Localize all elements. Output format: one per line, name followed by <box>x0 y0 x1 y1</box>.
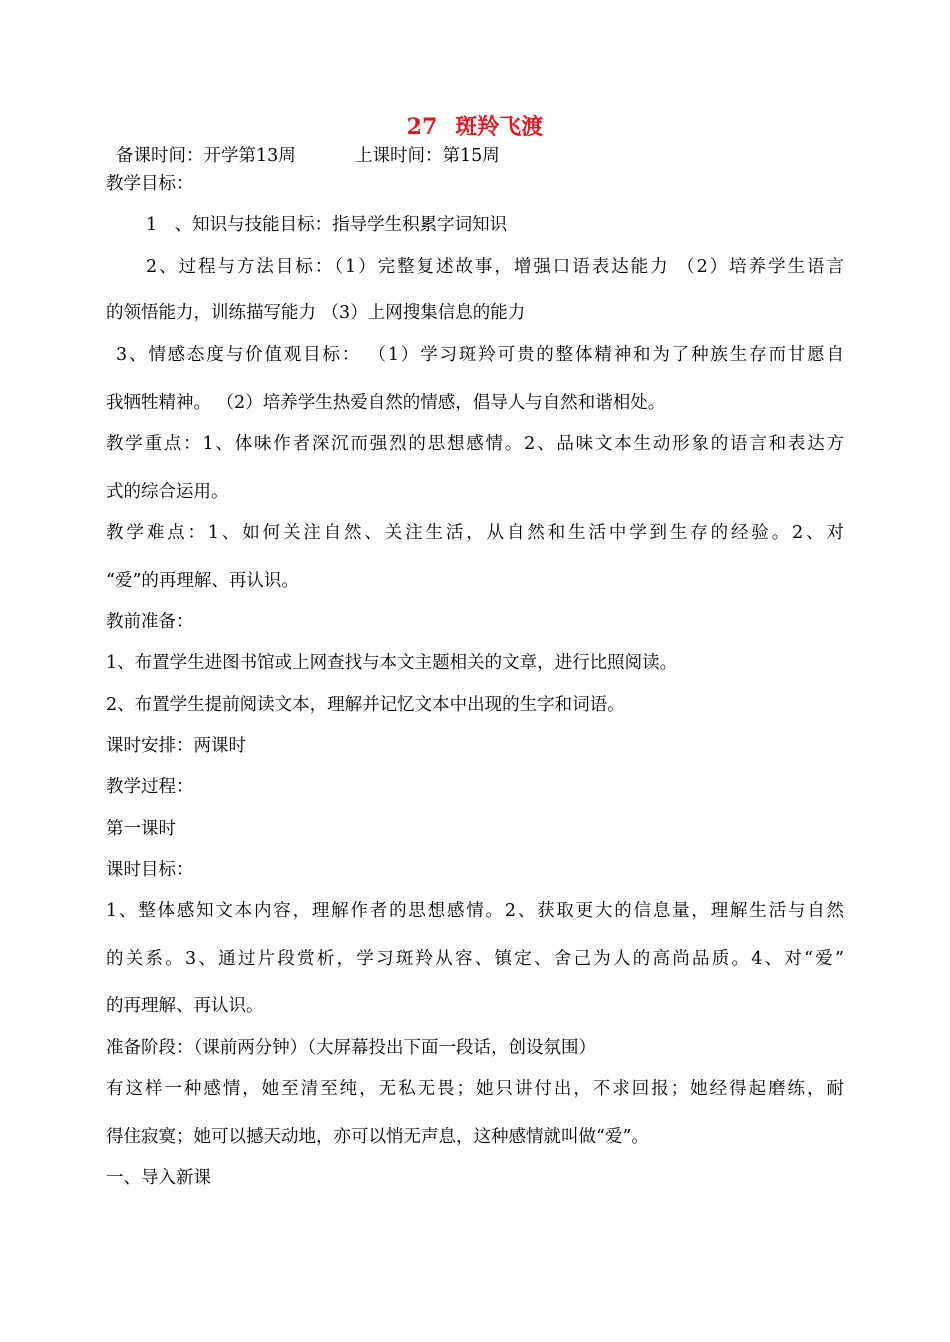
teaching-goals-heading: 教学目标： <box>106 174 194 194</box>
warmup-stage: 准备阶段：（课前两分钟）（大屏幕投出下面一段话，创设氛围） <box>106 1038 596 1058</box>
key-points-line-2: 式的综合运用。 <box>106 482 229 502</box>
difficult-points-line-1: 教学难点：1、如何关注自然、关注生活，从自然和生活中学到生存的经验。2、对 <box>106 523 844 543</box>
lesson-number: 27 <box>406 114 438 140</box>
schedule: 课时安排：两课时 <box>106 736 246 756</box>
warmup-text-line-1: 有这样一种感情，她至清至纯，无私无畏；她只讲付出，不求回报；她经得起磨练，耐 <box>106 1079 844 1099</box>
class-time: 上课时间：第15周 <box>355 146 500 166</box>
goal-emotion-line-1: 3、情感态度与价值观目标： （1）学习斑羚可贵的整体精神和为了种族生存而甘愿自 <box>116 345 844 365</box>
goal-process-line-2: 的领悟能力，训练描写能力 （3）上网搜集信息的能力 <box>106 303 526 323</box>
goal-emotion-line-2: 我牺牲精神。 （2）培养学生热爱自然的情感，倡导人与自然和谐相处。 <box>106 393 666 413</box>
process-heading: 教学过程： <box>106 777 194 797</box>
lesson-goals-line-1: 1、整体感知文本内容，理解作者的思想感情。2、获取更大的信息量，理解生活与自然 <box>106 901 844 921</box>
lesson-goals-heading: 课时目标： <box>106 860 194 880</box>
goal-process-line-1: 2、过程与方法目标：（1）完整复述故事，增强口语表达能力 （2）培养学生语言 <box>146 257 844 277</box>
goal-knowledge: 1 、知识与技能目标：指导学生积累字词知识 <box>146 215 508 235</box>
section-introduction: 一、导入新课 <box>106 1168 211 1188</box>
lesson-goals-line-2: 的关系。3、通过片段赏析，学习斑羚从容、镇定、舍己为人的高尚品质。4、对“爱” <box>106 949 844 969</box>
key-points-line-1: 教学重点：1、体味作者深沉而强烈的思想感情。2、品味文本生动形象的语言和表达方 <box>106 434 844 454</box>
first-lesson-heading: 第一课时 <box>106 819 176 839</box>
preparation-item-1: 1、布置学生进图书馆或上网查找与本文主题相关的文章，进行比照阅读。 <box>106 653 678 673</box>
difficult-points-line-2: “爱”的再理解、再认识。 <box>106 571 299 591</box>
preparation-item-2: 2、布置学生提前阅读文本，理解并记忆文本中出现的生字和词语。 <box>106 695 625 715</box>
preparation-heading: 教前准备： <box>106 612 194 632</box>
warmup-text-line-2: 得住寂寞；她可以撼天动地，亦可以悄无声息，这种感情就叫做“爱”。 <box>106 1127 649 1147</box>
prep-time: 备课时间：开学第13周 <box>116 146 296 166</box>
lesson-goals-line-3: 的再理解、再认识。 <box>106 996 264 1016</box>
lesson-title <box>0 110 950 141</box>
lesson-title-text: 斑羚飞渡 <box>455 114 544 140</box>
